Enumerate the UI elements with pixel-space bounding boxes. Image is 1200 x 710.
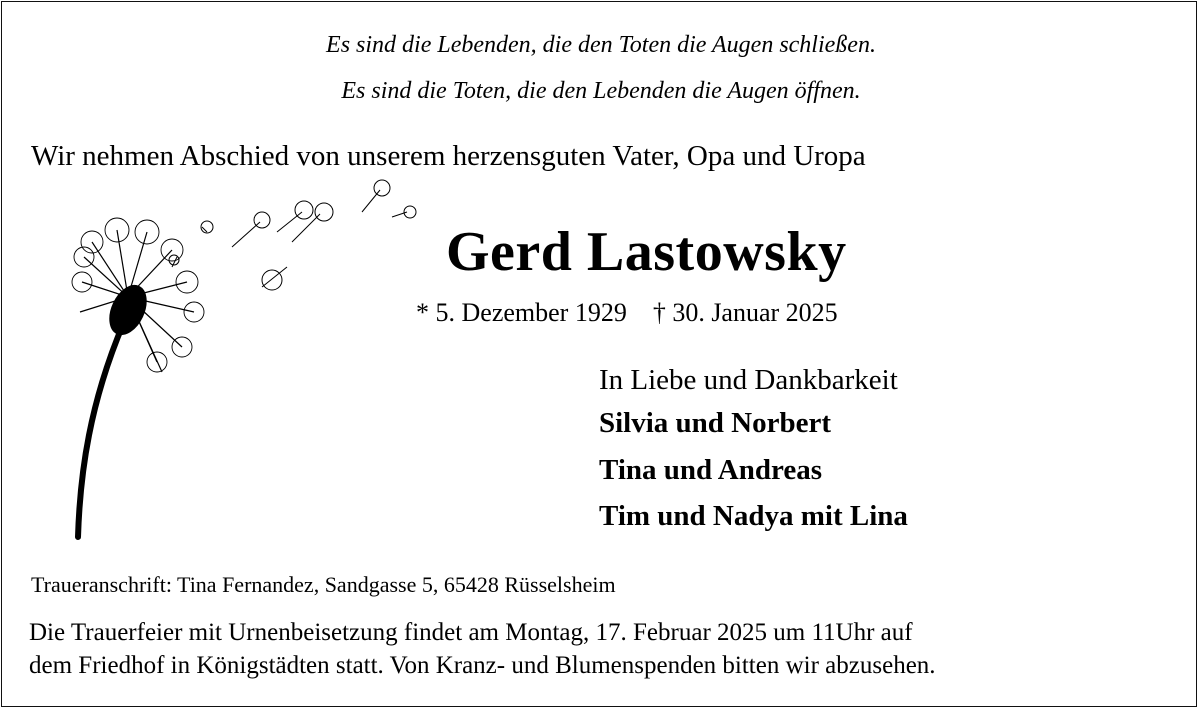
family-member: Tim und Nadya mit Lina [599, 500, 908, 532]
quote-line-2: Es sind die Toten, die den Lebenden die Augen öffnen. [341, 78, 861, 104]
family-member: Tina und Andreas [599, 454, 822, 486]
intro-text: Wir nehmen Abschied von unserem herzensguten Vater, Opa und Uropa [31, 140, 866, 172]
dandelion-icon [62, 172, 432, 542]
obituary-card [1, 1, 1197, 707]
deceased-name: Gerd Lastowsky [446, 221, 847, 283]
ceremony-text-line-1: Die Trauerfeier mit Urnenbeisetzung findet am Montag, 17. Februar 2025 um 11Uhr auf [29, 619, 913, 646]
ceremony-text-line-2: dem Friedhof in Königstädten statt. Von Kranz- und Blumenspenden bitten wir abzusehen. [29, 652, 936, 679]
quote-line-1: Es sind die Lebenden, die den Toten die Augen schließen. [326, 32, 876, 58]
family-salutation: In Liebe und Dankbarkeit [599, 364, 898, 396]
family-member: Silvia und Norbert [599, 407, 832, 439]
mourning-address: Traueranschrift: Tina Fernandez, Sandgasse 5, 65428 Rüsselsheim [31, 572, 616, 597]
life-dates: * 5. Dezember 1929 † 30. Januar 2025 [416, 298, 838, 327]
